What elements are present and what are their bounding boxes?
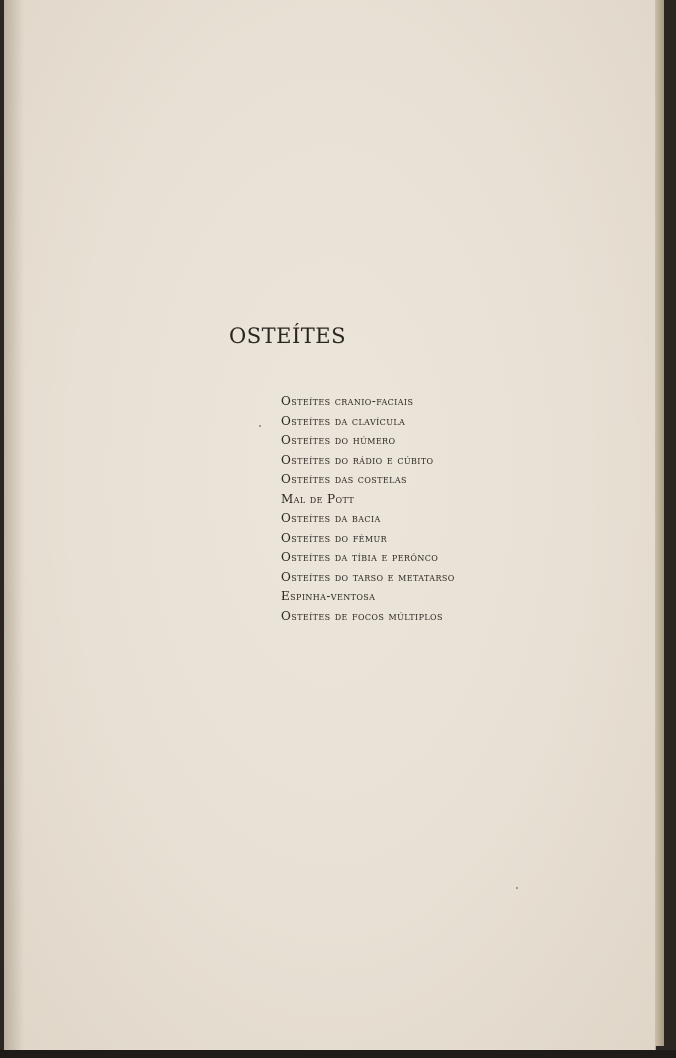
gutter-shadow — [4, 0, 24, 1050]
contents-entry: Osteítes do tarso e metatarso — [281, 569, 455, 584]
contents-entry: Osteítes do rádio e cúbito — [281, 452, 434, 467]
contents-entry: Osteítes da tíbia e perónco — [281, 550, 439, 564]
contents-entry: Osteítes da bacia — [281, 511, 381, 525]
contents-entry: Osteítes cranio-faciais — [281, 394, 414, 408]
contents-list — [281, 392, 455, 626]
paper-speck — [516, 887, 518, 889]
contents-entry: Osteítes da clavícula — [281, 413, 406, 428]
contents-entry: Osteítes do fémur — [281, 530, 388, 545]
contents-entry: Espinha-ventosa — [281, 589, 376, 603]
contents-entry: Osteítes do húmero — [281, 433, 396, 447]
page-title: OSTEÍTES — [229, 324, 346, 348]
contents-entry: Mal de Pott — [281, 491, 355, 506]
bottom-edge — [0, 1050, 676, 1058]
paper-speck — [259, 425, 261, 427]
contents-entry: Osteítes das costelas — [281, 472, 407, 486]
page-edge — [655, 0, 664, 1046]
contents-entry: Osteítes de focos múltiplos — [281, 608, 443, 623]
